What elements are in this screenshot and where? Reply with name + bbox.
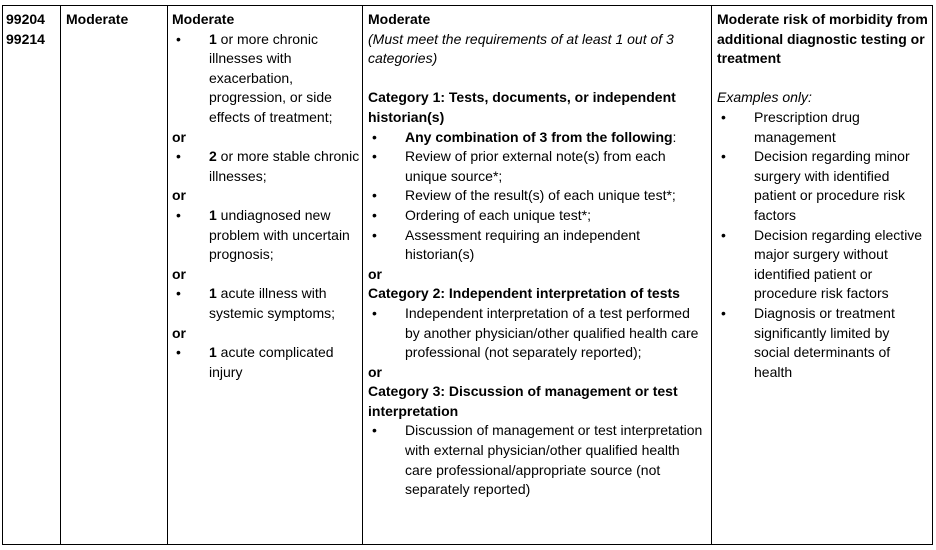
risk-heading: Moderate risk of morbidity from additional diagnostic testing or treatment — [717, 11, 928, 67]
column-divider — [711, 5, 712, 545]
code-cell — [6, 10, 58, 49]
bullet-icon: • — [372, 304, 377, 321]
bullet-icon: • — [372, 226, 377, 243]
examples-label: Examples only: — [717, 89, 812, 106]
item-text: acute illness with systemic symptoms; — [209, 285, 336, 321]
item-text: acute complicated injury — [209, 344, 334, 380]
bullet-icon: • — [721, 226, 726, 243]
list-item — [717, 304, 929, 382]
column-divider — [167, 5, 168, 545]
problems-cell — [172, 10, 360, 382]
risk-cell — [717, 10, 929, 382]
list-item — [172, 284, 360, 323]
item-text: : — [672, 128, 677, 145]
list-item — [368, 421, 706, 499]
item-text: undiagnosed new problem with uncertain prognosis; — [209, 206, 350, 263]
bullet-icon: • — [372, 187, 377, 204]
category-1-title: Category 1: Tests, documents, or independent historian(s) — [368, 89, 676, 125]
or-label: or — [172, 128, 186, 145]
list-item — [368, 128, 706, 148]
item-count: 1 — [209, 285, 217, 302]
list-item — [172, 30, 360, 128]
item-count: 2 — [209, 148, 217, 165]
item-count: 1 — [209, 206, 217, 223]
item-text: or more stable chronic illnesses; — [209, 148, 360, 184]
list-item — [717, 108, 929, 147]
column-divider — [60, 5, 61, 545]
item-count: 1 — [209, 344, 217, 361]
bullet-icon: • — [372, 206, 377, 223]
or-label: or — [172, 324, 186, 341]
column-divider — [362, 5, 363, 545]
list-item — [717, 226, 929, 304]
list-item — [717, 147, 929, 225]
data-cell — [368, 10, 706, 500]
problems-heading: Moderate — [172, 11, 235, 27]
requirement-note: (Must meet the requirements of at least 1 out of 3 categories) — [368, 30, 674, 67]
bullet-icon: • — [721, 108, 726, 125]
item-text: Diagnosis or treatment significantly limited by social determinants of health — [754, 304, 895, 380]
item-count: 1 — [209, 30, 217, 47]
bullet-icon: • — [721, 304, 726, 321]
list-item — [368, 304, 706, 363]
item-text: Independent interpretation of a test performed by another physician/other qualified health care professional (not separately reported); — [405, 304, 699, 361]
code-line: 99214 — [6, 30, 45, 47]
bullet-icon: • — [372, 148, 377, 165]
bullet-icon: • — [176, 285, 181, 302]
item-lead: Any combination of 3 from the following — [405, 128, 673, 145]
item-text: or more chronic illnesses with exacerbation, progression, or side effects of treatment; — [209, 30, 333, 125]
item-text: Review of prior external note(s) from each unique source*; — [405, 148, 666, 184]
item-text: Ordering of each unique test*; — [405, 206, 592, 223]
list-item — [172, 206, 360, 265]
item-text: Review of the result(s) of each unique test*; — [405, 187, 676, 204]
list-item — [368, 186, 706, 206]
or-label: or — [368, 265, 382, 282]
bullet-icon: • — [176, 30, 181, 47]
list-item — [368, 206, 706, 226]
bullet-icon: • — [721, 148, 726, 165]
category-3-title: Category 3: Discussion of management or test interpretation — [368, 383, 678, 419]
level-cell: Moderate — [66, 11, 129, 27]
list-item — [172, 343, 360, 382]
item-text: Prescription drug management — [754, 108, 860, 145]
or-label: or — [368, 363, 382, 380]
bullet-icon: • — [372, 128, 377, 145]
item-text: Decision regarding minor surgery with identified patient or procedure risk factors — [754, 148, 910, 223]
or-label: or — [172, 187, 186, 204]
bullet-icon: • — [176, 206, 181, 223]
list-item — [172, 147, 360, 186]
bullet-icon: • — [176, 344, 181, 361]
item-text: Assessment requiring an independent historian(s) — [405, 226, 641, 263]
bullet-icon: • — [176, 148, 181, 165]
category-2-title: Category 2: Independent interpretation of tests — [368, 285, 680, 302]
item-text: Discussion of management or test interpretation with external physician/other qualified health care professional/appropriate source (not separately reported) — [405, 422, 703, 498]
bullet-icon: • — [372, 422, 377, 439]
data-heading: Moderate — [368, 11, 431, 27]
item-text: Decision regarding elective major surgery without identified patient or procedure risk factors — [754, 226, 923, 302]
code-line: 99204 — [6, 11, 45, 27]
or-label: or — [172, 265, 186, 282]
list-item — [368, 147, 706, 186]
list-item — [368, 226, 706, 265]
